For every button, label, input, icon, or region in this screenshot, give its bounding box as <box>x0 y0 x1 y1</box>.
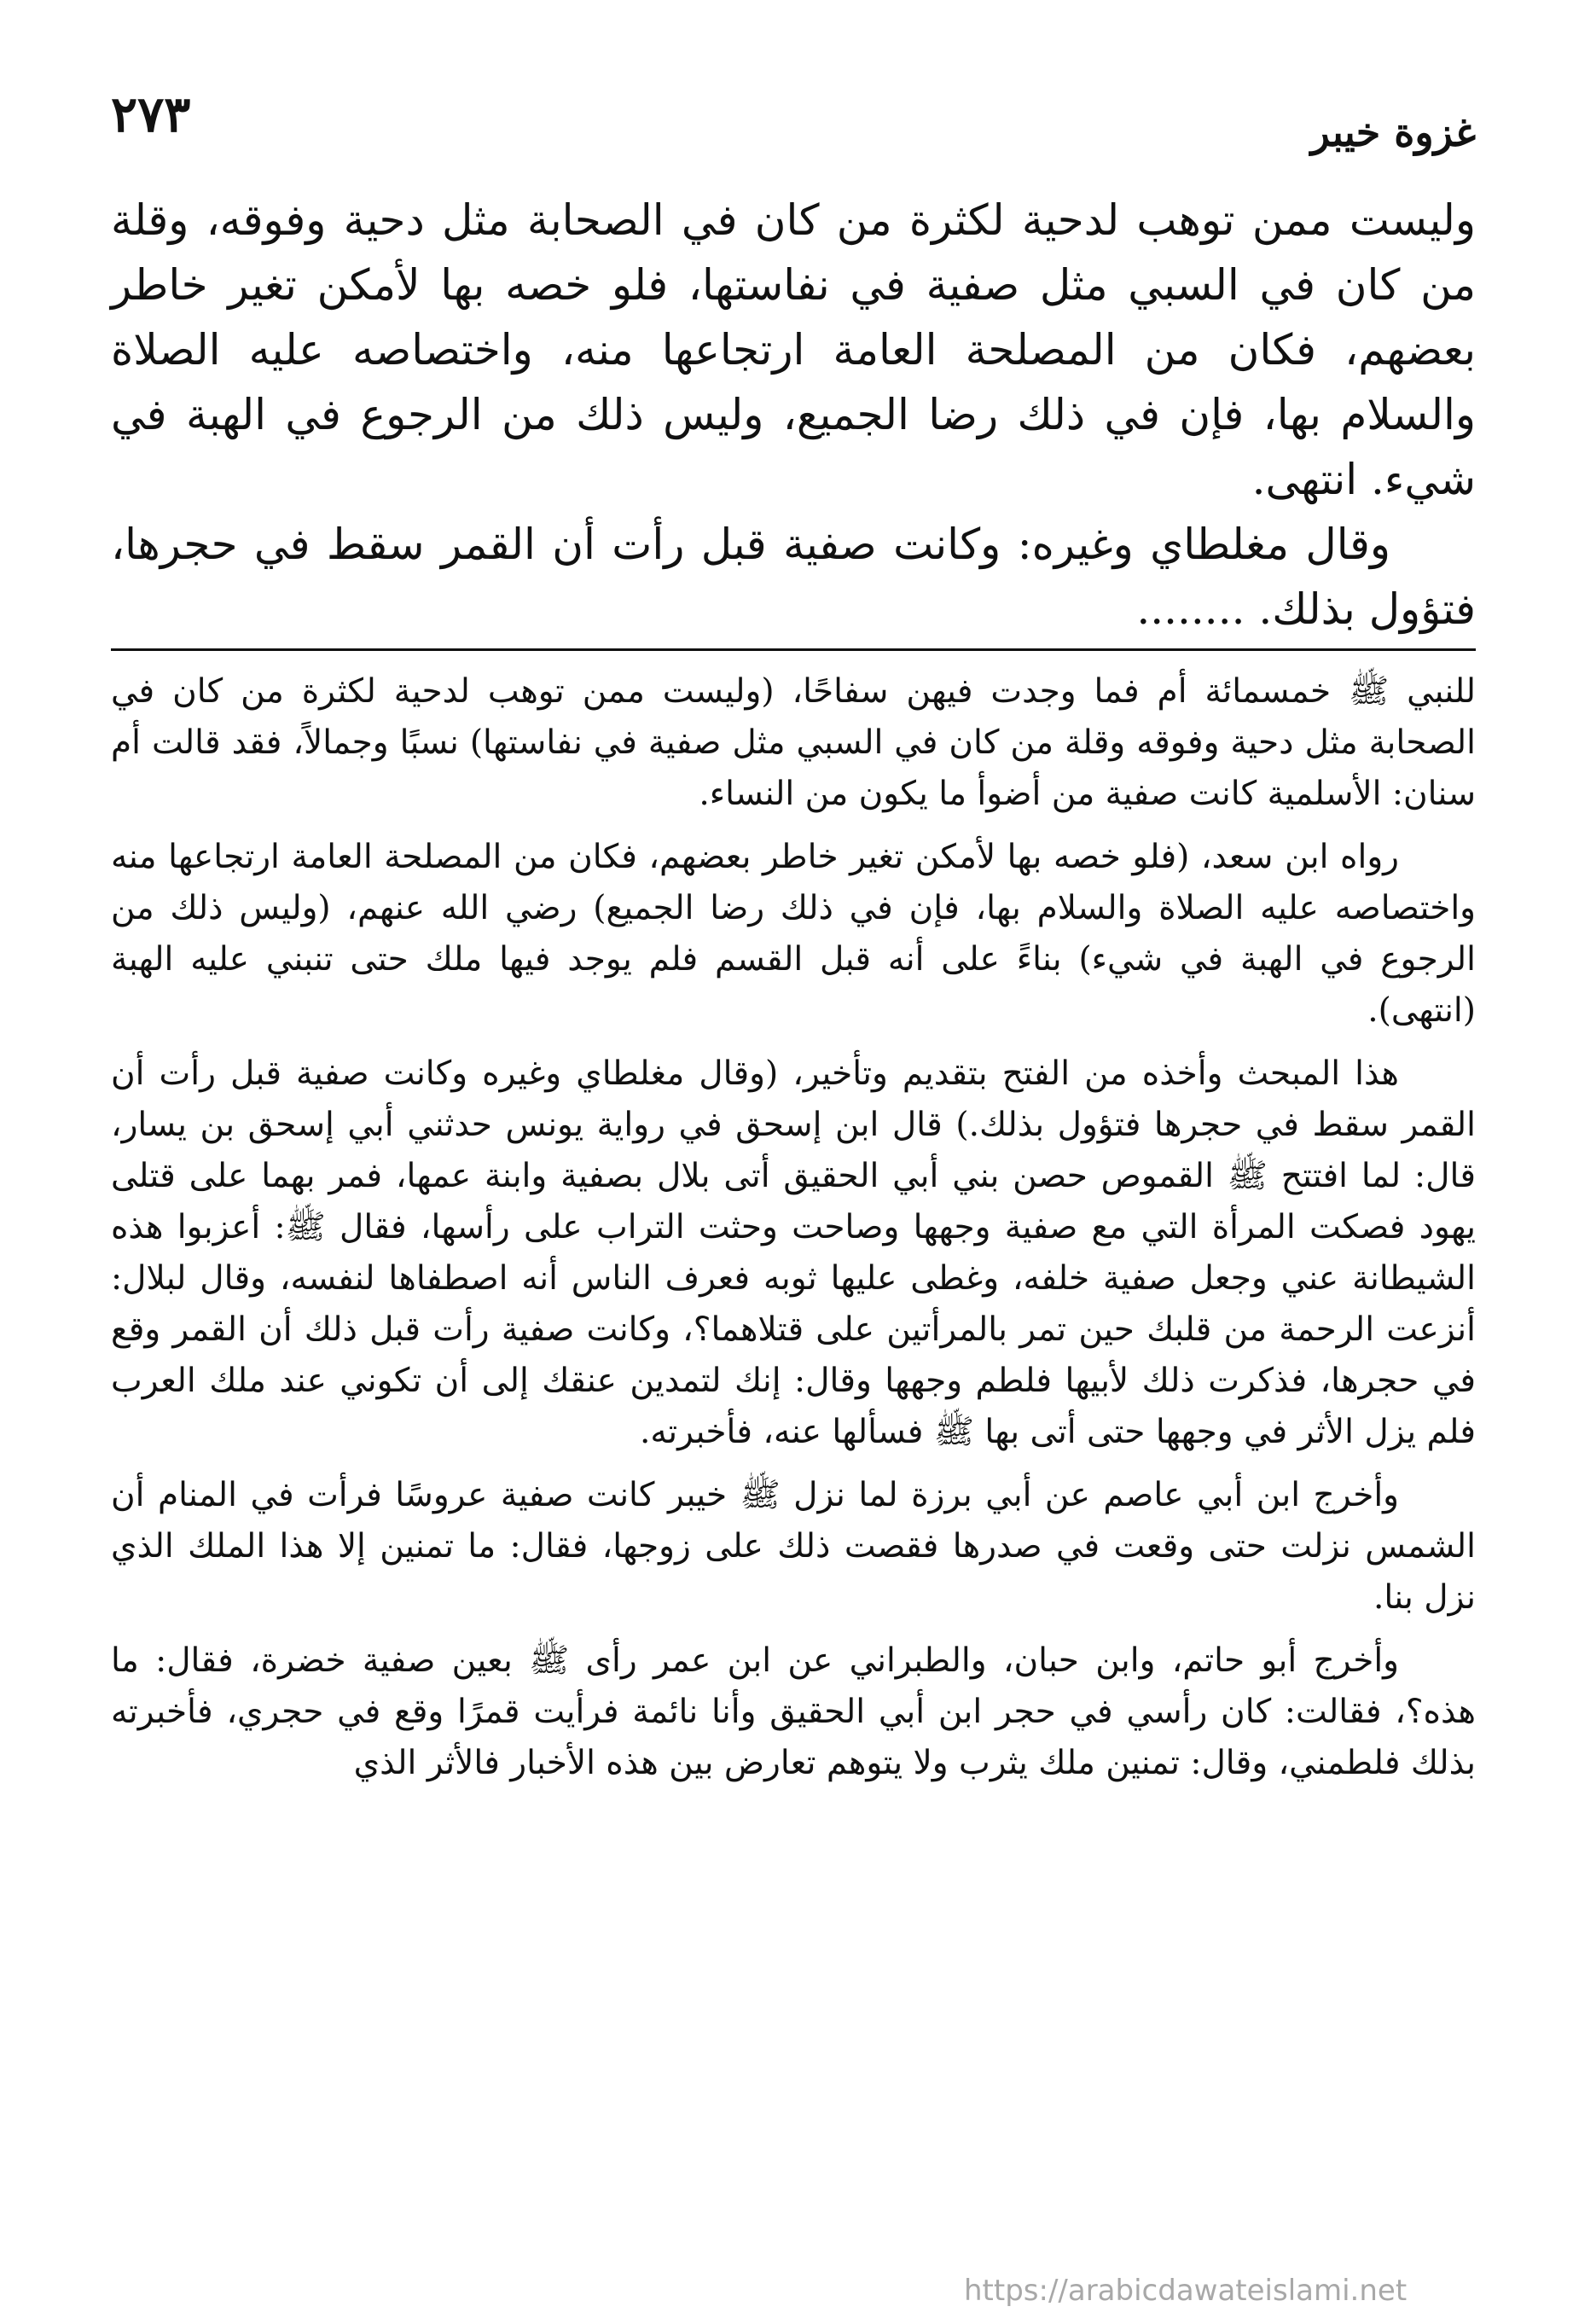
section-divider <box>111 648 1476 651</box>
main-paragraph: وقال مغلطاي وغيره: وكانت صفية قبل رأت أن القمر سقط في حجرها، فتؤول بذلك. ........ <box>111 520 1476 634</box>
commentary-paragraph: هذا المبحث وأخذه من الفتح بتقديم وتأخير، (وقال مغلطاي وغيره وكانت صفية قبل رأت أن القمر سقط في حجرها فتؤول بذلك.) قال ابن إسحق في رواية يونس حدثني أبي إسحق بن يسار، قال: لما افتتح ﷺ القموص حصن بني أبي الحقيق أتى بلال بصفية وابنة عمها، فمر بهما على قتلى يهود فصكت المرأة التي مع صفية وجهها وصاحت وحثت التراب على رأسها، فقال ﷺ: أعزبوا هذه الشيطانة عني وجعل صفية خلفه، وغطى عليها ثوبه فعرف الناس أنه اصطفاها لنفسه، وقال لبلال: أنزعت الرحمة من قلبك حين تمر بالمرأتين على قتلاهما؟، وكانت صفية رأت قبل ذلك أن القمر وقع في حجرها، فذكرت ذلك لأبيها فلطم وجهها وقال: إنك لتمدين عنقك إلى أن تكوني عند ملك العرب فلم يزل الأثر في وجهها حتى أتى بها ﷺ فسألها عنه، فأخبرته. <box>111 1055 1476 1451</box>
main-text <box>111 188 1476 642</box>
chapter-title: غزوة خيبر <box>1310 109 1476 155</box>
book-page <box>111 85 1476 2269</box>
commentary-paragraph: وأخرج أبو حاتم، وابن حبان، والطبراني عن ابن عمر رأى ﷺ بعين صفية خضرة، فقال: ما هذه؟، فقالت: كان رأسي في حجر ابن أبي الحقيق وأنا نائمة فرأيت قمرًا وقع في حجري، فأخبرته بذلك فلطمني، وقال: تمنين ملك يثرب ولا يتوهم تعارض بين هذه الأخبار فالأثر الذي <box>111 1641 1476 1782</box>
commentary-paragraph: رواه ابن سعد، (فلو خصه بها لأمكن تغير خاطر بعضهم، فكان من المصلحة العامة ارتجاعها منه واختصاصه عليه الصلاة والسلام بها، فإن في ذلك رضا الجميع) رضي الله عنهم، (وليس ذلك من الرجوع في الهبة في شيء) بناءً على أنه قبل القسم فلم يوجد فيها ملك حتى تنبني عليه الهبة (انتهى). <box>111 838 1476 1030</box>
commentary-paragraph: وأخرج ابن أبي عاصم عن أبي برزة لما نزل ﷺ خيبر كانت صفية عروسًا فرأت في المنام أن الشمس نزلت حتى وقعت في صدرها فقصت ذلك على زوجها، فقال: ما تمنين إلا هذا الملك الذي نزل بنا. <box>111 1476 1476 1617</box>
main-paragraph: وليست ممن توهب لدحية لكثرة من كان في الصحابة مثل دحية وفوقه، وقلة من كان في السبي مثل صفية في نفاستها، فلو خصه بها لأمكن تغير خاطر بعضهم، فكان من المصلحة العامة ارتجاعها منه، واختصاصه عليه الصلاة والسلام بها، فإن في ذلك رضا الجميع، وليس ذلك من الرجوع في الهبة في شيء. انتهى. <box>111 195 1476 504</box>
page-header <box>111 85 1476 188</box>
page-number: ٢٧٣ <box>111 85 191 143</box>
commentary-text <box>111 666 1476 1789</box>
watermark-url: https://arabicdawateislami.net <box>964 2274 1408 2308</box>
commentary-paragraph: للنبي ﷺ خمسمائة أم فما وجدت فيهن سفاحًا، (وليست ممن توهب لدحية لكثرة من كان في الصحابة مثل دحية وفوقه وقلة من كان في السبي مثل صفية في نفاستها) نسبًا وجمالاً، فقد قالت أم سنان: الأسلمية كانت صفية من أضوأ ما يكون من النساء. <box>111 672 1476 813</box>
